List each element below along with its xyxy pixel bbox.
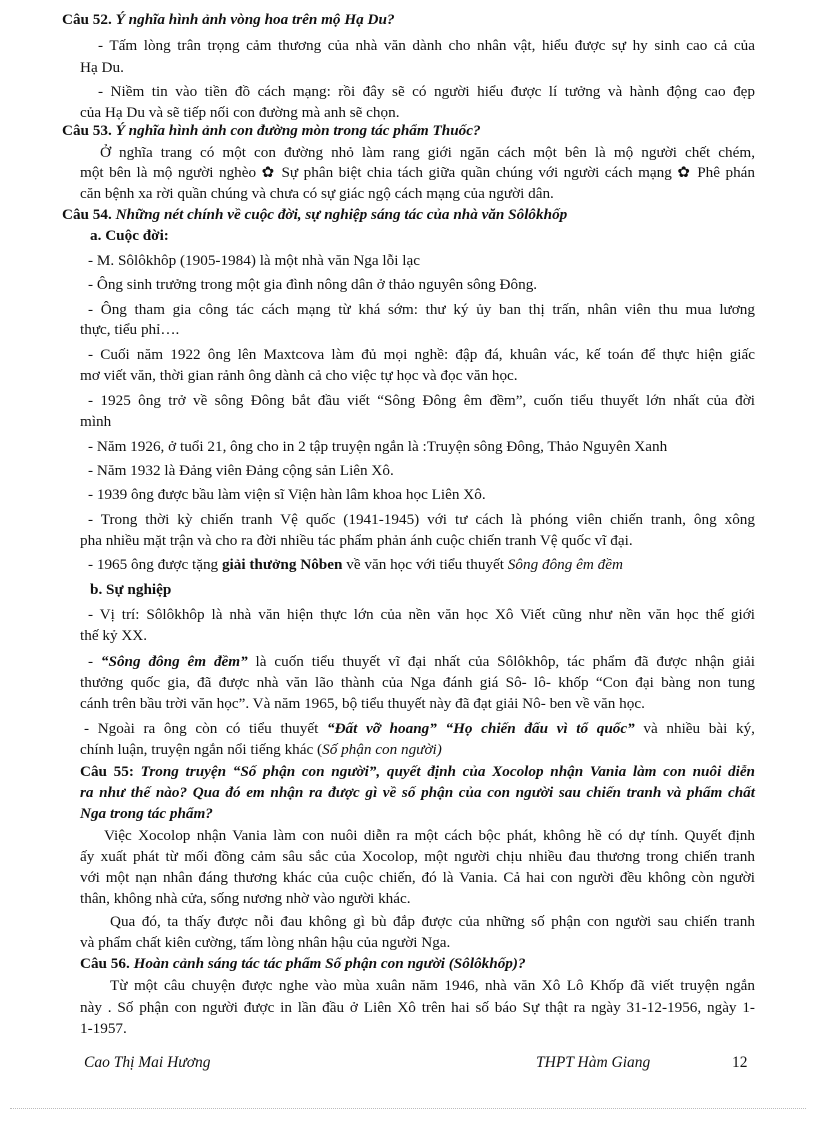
list-item: - 1925 ông trở về sông Đông bắt đầu viết “Sông Đông êm đềm”, cuốn tiểu thuyết lớn nhất của đời: [88, 392, 755, 409]
list-item: - Ông sinh trưởng trong một gia đình nông dân ở thảo nguyên sông Đông.: [88, 276, 538, 293]
answer-line: - Niềm tin vào tiền đồ cách mạng: rồi đây sẽ có người hiểu được lí tưởng và hành động cao đẹp: [98, 83, 755, 100]
text-run: là cuốn tiểu thuyết vĩ đại nhất của Sôlôkhôp, tác phẩm đã được nhận giải: [247, 653, 755, 670]
question-title: Ý nghĩa hình ảnh vòng hoa trên mộ Hạ Du?: [115, 11, 395, 28]
answer-line: - Tấm lòng trân trọng cảm thương của nhà văn dành cho nhân vật, hiểu được sự hy sinh cao cả của: [98, 37, 755, 54]
answer-line: ấy xuất phát từ mối đồng cảm sâu sắc của Xocolop, một người chịu nhiều đau thương trong chiến tranh: [80, 848, 755, 865]
answer-line: một bên là mộ người nghèo ✿ Sự phân biệt chia tách giữa quần chúng với người cách mạng ✿ Phê phán: [80, 164, 755, 181]
list-item: - Năm 1926, ở tuổi 21, ông cho in 2 tập truyện ngắn là :Truyện sông Đông, Thảo Nguyên Xanh: [88, 438, 668, 455]
question-number: Câu 56.: [80, 955, 134, 972]
footer-school: THPT Hàm Giang: [536, 1054, 651, 1071]
list-item: mình: [80, 413, 112, 430]
question-title: Ý nghĩa hình ảnh con đường mòn trong tác phẩm Thuốc?: [115, 122, 481, 139]
list-item: - Vị trí: Sôlôkhôp là nhà văn hiện thực lớn của nền văn học Xô Viết cũng như nền văn học thế giới: [88, 606, 755, 623]
answer-line: Ở nghĩa trang có một con đường nhỏ làm rang giới ngăn cách một bên là mộ người chết chém,: [100, 144, 755, 161]
list-item: - Ông tham gia công tác cách mạng từ khá sớm: thư ký ủy ban thị trấn, nhân viên thu mua lương: [88, 301, 755, 318]
list-item: thưởng quốc gia, đã được nhà văn lão thành của Nga đánh giá Sô- lô- khốp “Con đại bàng non tung: [80, 674, 755, 691]
question-56-heading: [80, 954, 755, 974]
question-number: Câu 54.: [62, 206, 116, 223]
question-title: Trong truyện “Số phận con người”, quyết định của Xocolop nhận Vania làm con nuôi diễn: [140, 763, 755, 780]
text-run: Sông đông êm đềm: [507, 556, 623, 573]
list-item: - Trong thời kỳ chiến tranh Vệ quốc (1941-1945) với tư cách là phóng viên chiến tranh, ông xông: [88, 511, 755, 528]
question-title: Nga trong tác phẩm?: [80, 805, 213, 822]
answer-line: với một nạn nhân đáng thương khác của cuộc chiến, đó là Vania. Cả hai con người đều không còn người: [80, 869, 755, 886]
question-55-heading-cont: [80, 804, 755, 824]
list-item: thế kỷ XX.: [80, 627, 148, 644]
list-item: - M. Sôlôkhôp (1905-1984) là một nhà văn Nga lỗi lạc: [88, 252, 420, 269]
text-run: “Đất vỡ hoang”: [326, 720, 437, 737]
question-number: Câu 55:: [80, 763, 141, 780]
question-55-heading: [80, 762, 755, 782]
list-item: [84, 719, 755, 739]
page-bottom-border: [10, 1108, 806, 1109]
list-item: pha nhiều mặt trận và cho ra đời nhiều tác phẩm phản ánh cuộc chiến tranh Vệ quốc vĩ đại.: [80, 532, 633, 549]
text-run: chính luận, truyện ngắn nổi tiếng khác (: [80, 741, 323, 758]
answer-line: của Hạ Du và sẽ tiếp nối con đường mà anh sẽ chọn.: [80, 104, 400, 121]
text-run: Số phận con người): [322, 741, 442, 758]
subheading-career: b. Sự nghiệp: [90, 581, 172, 598]
answer-line: Qua đó, ta thấy được nỗi đau không gì bù đắp được của những số phận con người sau chiến tranh: [110, 913, 755, 930]
question-title: Những nét chính về cuộc đời, sự nghiệp sáng tác của nhà văn Sôlôkhốp: [115, 206, 568, 223]
list-item: - 1939 ông được bầu làm viện sĩ Viện hàn lâm khoa học Liên Xô.: [88, 486, 486, 503]
answer-line: căn bệnh xa rời quần chúng và chưa có sự giác ngộ cách mạng của người dân.: [80, 185, 554, 202]
text-run: “Họ chiến đấu vì tổ quốc”: [445, 720, 635, 737]
page-number: 12: [732, 1054, 748, 1071]
text-run: về văn học với tiểu thuyết: [342, 556, 508, 573]
list-item: thực, tiểu phỉ….: [80, 321, 180, 338]
list-item: cánh trên bầu trời văn học”. Và năm 1965, bộ tiểu thuyết này đã đạt giải Nô- ben về văn học.: [80, 695, 645, 712]
text-run: và nhiều bài ký,: [634, 720, 755, 737]
answer-line: Hạ Du.: [80, 59, 124, 76]
question-number: Câu 53.: [62, 122, 116, 139]
list-item: mơ viết văn, thời gian rảnh ông dành cả cho việc tự học và đọc văn học.: [80, 367, 518, 384]
answer-line: Việc Xocolop nhận Vania làm con nuôi diễn ra một cách bộc phát, không hề có dự tính. Quyết định: [104, 827, 755, 844]
question-52-heading: [62, 10, 737, 30]
answer-line: thân, không nhà cửa, sống nương nhờ vào người khác.: [80, 890, 411, 907]
answer-line: và phẩm chất kiên cường, tấm lòng nhân hậu của người Nga.: [80, 934, 451, 951]
list-item: [88, 652, 755, 672]
list-item: - Cuối năm 1922 ông lên Maxtcova làm đủ mọi nghề: đập đá, khuân vác, kế toán để thực hiện giấc: [88, 346, 755, 363]
text-run: - 1965 ông được tặng: [88, 556, 222, 573]
list-item: [80, 740, 755, 760]
answer-line: này . Số phận con người được in lần đầu ở Liên Xô trên hai số báo Sự thật ra ngày 31-12-1956, ngày 1-: [80, 999, 755, 1016]
text-run: “Sông đông êm đềm”: [100, 653, 248, 670]
question-53-heading: [62, 121, 737, 141]
question-55-heading-cont: [80, 783, 755, 803]
text-run: -: [88, 653, 101, 670]
question-number: Câu 52.: [62, 11, 116, 28]
list-item: - Năm 1932 là Đảng viên Đảng cộng sản Liên Xô.: [88, 462, 394, 479]
text-run: giải thưởng Nôben: [221, 556, 343, 573]
footer-author: Cao Thị Mai Hương: [84, 1054, 211, 1071]
question-title: Hoàn cảnh sáng tác tác phẩm Số phận con người (Sôlôkhốp)?: [133, 955, 526, 972]
answer-line: Từ một câu chuyện được nghe vào mùa xuân năm 1946, nhà văn Xô Lô Khốp đã viết truyện ngắn: [110, 977, 755, 994]
list-item: [88, 555, 763, 575]
text-run: - Ngoài ra ông còn có tiểu thuyết: [84, 720, 327, 737]
subheading-life: a. Cuộc đời:: [90, 227, 169, 244]
question-title: ra như thế nào? Qua đó em nhận ra được gì về số phận của con người sau chiến tranh và phẩm chất: [80, 784, 755, 801]
question-54-heading: [62, 205, 737, 225]
answer-line: 1-1957.: [80, 1020, 127, 1037]
